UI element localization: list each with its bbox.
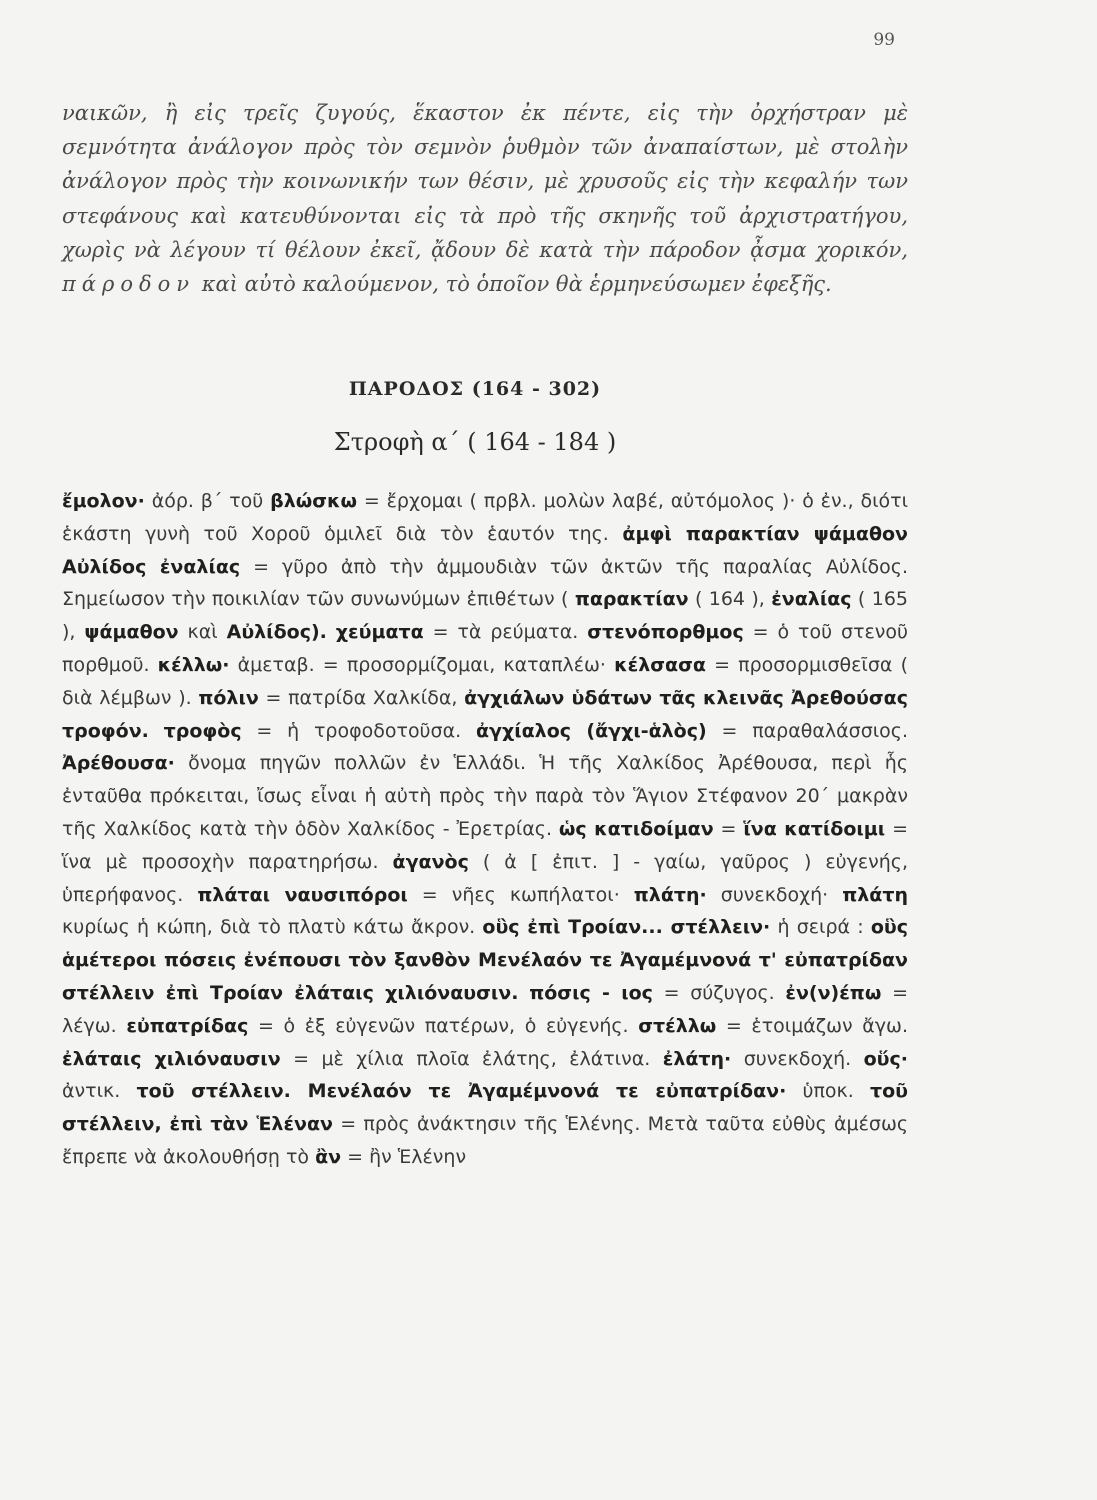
gloss: κυρίως ἡ κώπη, διὰ τὸ πλατὺ κάτω ἄκρον. <box>62 916 483 939</box>
gloss: ἡ σειρά : <box>770 916 871 939</box>
gloss: ( 165 ), <box>62 588 908 644</box>
gloss <box>327 621 336 643</box>
gloss: = ἑτοιμάζων ἄγω. <box>716 1014 909 1037</box>
lemma: ὡς κατιδοίμαν <box>558 817 714 840</box>
section-heading-parodos: ΠΑΡΟΔΟΣ (164 - 302) <box>348 378 602 400</box>
intro-text-end: καὶ αὐτὸ καλούμενον, τὸ ὁποῖον θὰ ἑρμηνεύσωμεν ἐφεξῆς. <box>201 272 832 297</box>
lemma: ἐλάταις χιλιόναυσιν <box>62 1047 281 1070</box>
lemma: ἐναλίας <box>771 588 852 611</box>
gloss: = ἢν Ἑλένην <box>341 1145 467 1168</box>
lemma: εὐπατρίδας <box>126 1014 249 1037</box>
lemma: πλάτη <box>842 883 908 906</box>
gloss: ἀόρ. β΄ τοῦ <box>144 490 271 512</box>
gloss: ( 164 ), <box>688 588 772 611</box>
gloss: = πρὸς ἀνάκτησιν τῆς Ἑλένης. Μετὰ ταῦτα εὐθὺς ἀμέσως ἔπρεπε νὰ ἀκολουθήσῃ τὸ <box>62 1113 909 1168</box>
lemma: κέλλω· <box>157 653 230 676</box>
lemma: τοῦ στέλλειν, ἐπὶ τὰν Ἑλέναν <box>62 1080 908 1136</box>
intro-text: ναικῶν, ἢ εἰς τρεῖς ζυγούς, ἕκαστον ἐκ πέντε, εἰς τὴν ὀρχήστραν μὲ σεμνότητα ἀνάλογον πρὸς τὸν σεμνὸν ῥυθμὸν τῶν ἀναπαίστων, μὲ στολὴν ἀνάλογον πρὸς τὴν κοινωνικήν των θέσιν, μὲ χρυσοῦς εἰς τὴν κεφαλήν των στεφάνους καὶ κατευθύνονται εἰς τὰ πρὸ τῆς σκηνῆς τοῦ ἀρχιστρατήγου, χωρὶς νὰ λέγουν τί θέλουν ἐκεῖ, ᾄδουν δὲ κατὰ τὴν πάροδον ᾆσμα χορικόν, <box>62 101 908 262</box>
gloss: = νῆες κωπήλατοι· <box>407 883 634 906</box>
gloss: = ἡ τροφοδοτοῦσα. <box>241 719 476 742</box>
lemma: οὕς· <box>863 1047 908 1070</box>
gloss: ( ἀ [ ἐπιτ. ] - γαίω, γαῦρος ) εὐγενής, ὑπερήφανος. <box>62 850 908 906</box>
lemma: ἐλάτη· <box>662 1047 732 1070</box>
lemma: τροφὸς <box>163 719 242 742</box>
lemma: χεύματα <box>335 621 424 644</box>
gloss: ἀμεταβ. = προσορμίζομαι, καταπλέω· <box>229 653 615 676</box>
gloss: καὶ <box>178 621 227 644</box>
lemma: ἔμολον· <box>62 490 145 512</box>
lemma: ἀγχίαλος (ἄγχι-ἁλὸς) <box>475 719 707 742</box>
gloss: ὄνομα πηγῶν πολλῶν ἐν Ἑλλάδι. Ἡ τῆς Χαλκίδος Ἀρέθουσα, περὶ ἧς ἐνταῦθα πρόκειται, ἴσως εἶναι ἡ αὐτὴ πρὸς τὴν παρὰ τὸν Ἅγιον Στέφανον 20΄ μακρὰν τῆς Χαλκίδος κατὰ τὴν ὁδὸν Χαλκίδος - Ἐρετρίας. <box>62 752 908 840</box>
lemma: ἀγχιάλων ὑδάτων τᾶς κλεινᾶς Ἀρεθούσας τροφόν. <box>62 686 908 742</box>
gloss: = γῦρο ἀπὸ τὴν ἀμμουδιὰν τῶν ἀκτῶν τῆς παραλίας Αὐλίδος. Σημείωσον τὴν ποικιλίαν τῶν συνωνύμων ἐπιθέτων ( <box>62 555 908 611</box>
gloss: = προσορμισθεῖσα ( διὰ λέμβων ). <box>62 653 908 709</box>
lemma: παρακτίαν <box>574 588 689 611</box>
lemma: Ἀρέθουσα· <box>62 752 175 775</box>
lemma: βλώσκω <box>270 490 358 512</box>
commentary-paragraph <box>62 485 908 1174</box>
gloss: = σύζυγος. <box>652 981 786 1004</box>
gloss <box>149 720 164 742</box>
gloss <box>518 982 529 1004</box>
gloss: = τὰ ρεύματα. <box>423 621 588 644</box>
gloss: = ὁ ἐξ εὐγενῶν πατέρων, ὁ εὐγενής. <box>248 1014 639 1037</box>
lemma: πόλιν <box>198 686 259 709</box>
lemma: ἀγανὸς <box>392 850 469 873</box>
gloss: = μὲ χίλια πλοῖα ἐλάτης, ἐλάτινα. <box>280 1047 663 1070</box>
lemma: ἵνα κατίδοιμι <box>743 817 886 840</box>
gloss: = ὁ τοῦ στενοῦ πορθμοῦ. <box>62 621 909 676</box>
page-number: 99 <box>873 30 895 50</box>
lemma: ἀμφὶ παρακτίαν ψάμαθον Αὐλίδος ἐναλίας <box>62 522 908 578</box>
lemma: πόσις - ιος <box>529 981 653 1004</box>
gloss: = πατρίδα Χαλκίδα, <box>258 686 465 709</box>
gloss: = ἵνα μὲ προσοχὴν παρατηρήσω. <box>62 817 908 873</box>
intro-paragraph <box>62 96 908 301</box>
gloss: ἀντικ. <box>62 1080 137 1103</box>
lemma: στενόπορθμος <box>587 621 744 644</box>
gloss: ὑποκ. <box>786 1080 870 1103</box>
lemma: στέλλω <box>638 1014 717 1037</box>
lemma: Αὐλίδος). <box>226 621 327 644</box>
gloss: συνεκδοχή· <box>706 883 843 906</box>
section-heading-strophe: Στροφὴ α΄ ( 164 - 184 ) <box>333 428 617 456</box>
gloss: = παραθαλάσσιος. <box>706 719 908 742</box>
gloss: = λέγω. <box>62 981 908 1037</box>
lemma: ἂν <box>315 1145 342 1168</box>
lemma: ψάμαθον <box>84 621 179 644</box>
lemma: τοῦ στέλλειν. Μενέλαόν τε Ἀγαμέμνονά τε εὐπατρίδαν· <box>136 1080 787 1103</box>
gloss: = ἔρχομαι ( πρβλ. μολὼν λαβέ, αὐτόμολος )· ὁ ἐν., διότι ἑκάστη γυνὴ τοῦ Χοροῦ ὁμιλεῖ διὰ τὸν ἑαυτόν της. <box>62 490 909 545</box>
lemma: οὓς ἐπὶ Τροίαν... στέλλειν· <box>482 916 771 939</box>
lemma: οὓς ἁμέτεροι πόσεις ἐνέπουσι τὸν ξανθὸν Μενέλαόν τε Ἀγαμέμνονά τ' εὐπατρίδαν στέλλειν ἐπὶ Τροίαν ἐλάταις χιλιόναυσιν. <box>62 916 908 1004</box>
lemma: πλάτη· <box>633 883 707 906</box>
gloss: συνεκδοχή. <box>731 1047 864 1070</box>
gloss: = <box>713 817 744 840</box>
lemma: πλάται ναυσιπόροι <box>197 883 408 906</box>
lemma: ἐν(ν)έπω <box>785 981 882 1004</box>
intro-term-parodos: πάροδον <box>62 272 196 297</box>
lemma: κέλσασα <box>614 653 706 676</box>
